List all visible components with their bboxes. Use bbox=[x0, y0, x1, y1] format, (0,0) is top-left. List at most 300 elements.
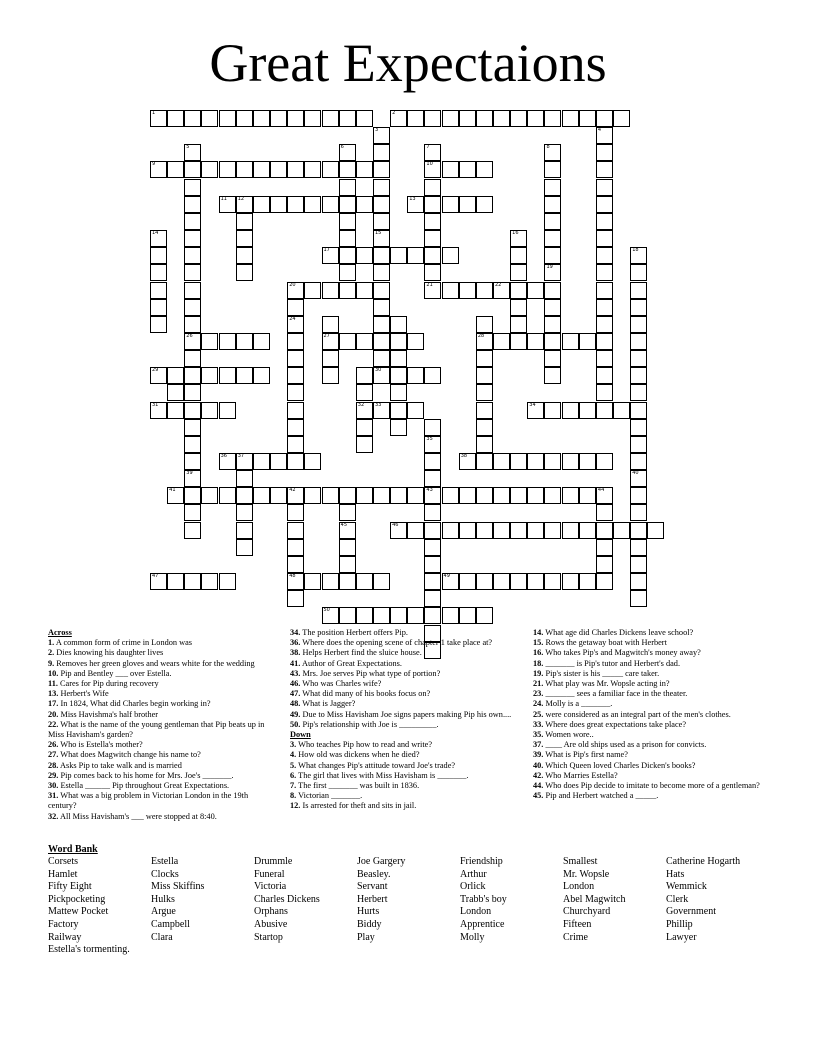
crossword-cell[interactable] bbox=[339, 213, 356, 230]
crossword-cell[interactable] bbox=[544, 402, 561, 419]
crossword-cell[interactable] bbox=[373, 282, 390, 299]
crossword-cell[interactable] bbox=[476, 384, 493, 401]
crossword-cell[interactable] bbox=[407, 196, 424, 213]
crossword-cell[interactable] bbox=[424, 590, 441, 607]
crossword-cell[interactable] bbox=[339, 556, 356, 573]
crossword-cell[interactable] bbox=[236, 230, 253, 247]
crossword-cell[interactable] bbox=[253, 333, 270, 350]
crossword-cell[interactable] bbox=[304, 487, 321, 504]
crossword-cell[interactable] bbox=[476, 316, 493, 333]
crossword-cell[interactable] bbox=[459, 607, 476, 624]
crossword-cell[interactable] bbox=[544, 453, 561, 470]
crossword-cell[interactable] bbox=[236, 522, 253, 539]
crossword-cell[interactable] bbox=[150, 573, 167, 590]
crossword-cell[interactable] bbox=[407, 110, 424, 127]
crossword-cell[interactable] bbox=[544, 522, 561, 539]
crossword-cell[interactable] bbox=[579, 402, 596, 419]
crossword-cell[interactable] bbox=[236, 161, 253, 178]
crossword-cell[interactable] bbox=[476, 419, 493, 436]
crossword-cell[interactable] bbox=[373, 316, 390, 333]
crossword-cell[interactable] bbox=[544, 487, 561, 504]
crossword-cell[interactable] bbox=[287, 436, 304, 453]
crossword-cell[interactable] bbox=[373, 127, 390, 144]
crossword-cell[interactable] bbox=[356, 333, 373, 350]
crossword-cell[interactable] bbox=[544, 264, 561, 281]
crossword-cell[interactable] bbox=[373, 179, 390, 196]
crossword-cell[interactable] bbox=[424, 470, 441, 487]
crossword-cell[interactable] bbox=[527, 110, 544, 127]
crossword-cell[interactable] bbox=[287, 161, 304, 178]
crossword-cell[interactable] bbox=[356, 419, 373, 436]
crossword-cell[interactable] bbox=[184, 384, 201, 401]
crossword-cell[interactable] bbox=[424, 213, 441, 230]
crossword-cell[interactable] bbox=[510, 299, 527, 316]
crossword-cell[interactable] bbox=[424, 453, 441, 470]
crossword-cell[interactable] bbox=[184, 522, 201, 539]
crossword-cell[interactable] bbox=[236, 110, 253, 127]
crossword-cell[interactable] bbox=[150, 299, 167, 316]
crossword-cell[interactable] bbox=[544, 161, 561, 178]
crossword-cell[interactable] bbox=[373, 333, 390, 350]
crossword-cell[interactable] bbox=[167, 384, 184, 401]
crossword-cell[interactable] bbox=[184, 350, 201, 367]
crossword-cell[interactable] bbox=[613, 522, 630, 539]
crossword-cell[interactable] bbox=[184, 419, 201, 436]
crossword-cell[interactable] bbox=[287, 367, 304, 384]
crossword-cell[interactable] bbox=[322, 196, 339, 213]
crossword-cell[interactable] bbox=[630, 504, 647, 521]
crossword-cell[interactable] bbox=[219, 453, 236, 470]
crossword-cell[interactable] bbox=[544, 179, 561, 196]
crossword-cell[interactable] bbox=[544, 367, 561, 384]
crossword-cell[interactable] bbox=[562, 453, 579, 470]
crossword-cell[interactable] bbox=[373, 299, 390, 316]
crossword-cell[interactable] bbox=[630, 436, 647, 453]
crossword-cell[interactable] bbox=[442, 196, 459, 213]
crossword-cell[interactable] bbox=[184, 402, 201, 419]
crossword-cell[interactable] bbox=[630, 573, 647, 590]
crossword-cell[interactable] bbox=[373, 230, 390, 247]
crossword-cell[interactable] bbox=[476, 402, 493, 419]
crossword-cell[interactable] bbox=[579, 573, 596, 590]
crossword-cell[interactable] bbox=[596, 110, 613, 127]
crossword-cell[interactable] bbox=[219, 110, 236, 127]
crossword-cell[interactable] bbox=[287, 350, 304, 367]
crossword-cell[interactable] bbox=[201, 573, 218, 590]
crossword-cell[interactable] bbox=[630, 522, 647, 539]
crossword-cell[interactable] bbox=[339, 282, 356, 299]
crossword-cell[interactable] bbox=[184, 333, 201, 350]
crossword-cell[interactable] bbox=[167, 367, 184, 384]
crossword-cell[interactable] bbox=[150, 367, 167, 384]
crossword-cell[interactable] bbox=[424, 522, 441, 539]
crossword-cell[interactable] bbox=[630, 384, 647, 401]
crossword-cell[interactable] bbox=[201, 487, 218, 504]
crossword-cell[interactable] bbox=[596, 522, 613, 539]
crossword-cell[interactable] bbox=[322, 573, 339, 590]
crossword-cell[interactable] bbox=[253, 367, 270, 384]
crossword-cell[interactable] bbox=[390, 487, 407, 504]
crossword-cell[interactable] bbox=[527, 333, 544, 350]
crossword-cell[interactable] bbox=[459, 453, 476, 470]
crossword-cell[interactable] bbox=[544, 316, 561, 333]
crossword-cell[interactable] bbox=[527, 573, 544, 590]
crossword-cell[interactable] bbox=[373, 487, 390, 504]
crossword-cell[interactable] bbox=[184, 299, 201, 316]
crossword-cell[interactable] bbox=[596, 453, 613, 470]
crossword-cell[interactable] bbox=[373, 573, 390, 590]
crossword-cell[interactable] bbox=[424, 161, 441, 178]
crossword-cell[interactable] bbox=[236, 539, 253, 556]
crossword-cell[interactable] bbox=[596, 573, 613, 590]
crossword-cell[interactable] bbox=[424, 539, 441, 556]
crossword-cell[interactable] bbox=[527, 453, 544, 470]
crossword-cell[interactable] bbox=[527, 487, 544, 504]
crossword-cell[interactable] bbox=[424, 144, 441, 161]
crossword-cell[interactable] bbox=[630, 453, 647, 470]
crossword-cell[interactable] bbox=[287, 282, 304, 299]
crossword-cell[interactable] bbox=[476, 110, 493, 127]
crossword-cell[interactable] bbox=[596, 333, 613, 350]
crossword-cell[interactable] bbox=[201, 333, 218, 350]
crossword-cell[interactable] bbox=[579, 110, 596, 127]
crossword-cell[interactable] bbox=[270, 110, 287, 127]
crossword-cell[interactable] bbox=[442, 247, 459, 264]
crossword-cell[interactable] bbox=[287, 196, 304, 213]
crossword-cell[interactable] bbox=[424, 573, 441, 590]
crossword-cell[interactable] bbox=[596, 264, 613, 281]
crossword-cell[interactable] bbox=[424, 196, 441, 213]
crossword-cell[interactable] bbox=[184, 247, 201, 264]
crossword-cell[interactable] bbox=[219, 333, 236, 350]
crossword-cell[interactable] bbox=[459, 522, 476, 539]
crossword-cell[interactable] bbox=[356, 367, 373, 384]
crossword-cell[interactable] bbox=[287, 402, 304, 419]
crossword-cell[interactable] bbox=[184, 161, 201, 178]
crossword-cell[interactable] bbox=[253, 453, 270, 470]
crossword-cell[interactable] bbox=[322, 333, 339, 350]
crossword-cell[interactable] bbox=[253, 196, 270, 213]
crossword-cell[interactable] bbox=[476, 522, 493, 539]
crossword-cell[interactable] bbox=[407, 607, 424, 624]
crossword-cell[interactable] bbox=[630, 247, 647, 264]
crossword-cell[interactable] bbox=[184, 367, 201, 384]
crossword-cell[interactable] bbox=[184, 144, 201, 161]
crossword-cell[interactable] bbox=[184, 110, 201, 127]
crossword-cell[interactable] bbox=[476, 436, 493, 453]
crossword-cell[interactable] bbox=[510, 247, 527, 264]
crossword-cell[interactable] bbox=[596, 367, 613, 384]
crossword-cell[interactable] bbox=[236, 367, 253, 384]
crossword-cell[interactable] bbox=[184, 316, 201, 333]
crossword-cell[interactable] bbox=[219, 573, 236, 590]
crossword-cell[interactable] bbox=[304, 573, 321, 590]
crossword-cell[interactable] bbox=[596, 299, 613, 316]
crossword-cell[interactable] bbox=[390, 333, 407, 350]
crossword-cell[interactable] bbox=[356, 573, 373, 590]
crossword-cell[interactable] bbox=[322, 350, 339, 367]
crossword-cell[interactable] bbox=[339, 504, 356, 521]
crossword-cell[interactable] bbox=[390, 522, 407, 539]
crossword-cell[interactable] bbox=[339, 522, 356, 539]
crossword-cell[interactable] bbox=[630, 367, 647, 384]
crossword-cell[interactable] bbox=[476, 196, 493, 213]
crossword-cell[interactable] bbox=[201, 161, 218, 178]
crossword-cell[interactable] bbox=[322, 282, 339, 299]
crossword-cell[interactable] bbox=[596, 196, 613, 213]
crossword-cell[interactable] bbox=[424, 419, 441, 436]
crossword-cell[interactable] bbox=[424, 487, 441, 504]
crossword-cell[interactable] bbox=[184, 230, 201, 247]
crossword-cell[interactable] bbox=[253, 110, 270, 127]
crossword-cell[interactable] bbox=[579, 333, 596, 350]
crossword-cell[interactable] bbox=[544, 144, 561, 161]
crossword-cell[interactable] bbox=[167, 161, 184, 178]
crossword-cell[interactable] bbox=[304, 196, 321, 213]
crossword-cell[interactable] bbox=[630, 264, 647, 281]
crossword-cell[interactable] bbox=[287, 384, 304, 401]
crossword-cell[interactable] bbox=[236, 453, 253, 470]
crossword-cell[interactable] bbox=[390, 350, 407, 367]
crossword-cell[interactable] bbox=[270, 487, 287, 504]
crossword-cell[interactable] bbox=[184, 573, 201, 590]
crossword-cell[interactable] bbox=[630, 350, 647, 367]
crossword-cell[interactable] bbox=[407, 487, 424, 504]
crossword-cell[interactable] bbox=[356, 487, 373, 504]
crossword-cell[interactable] bbox=[476, 487, 493, 504]
crossword-cell[interactable] bbox=[407, 367, 424, 384]
crossword-cell[interactable] bbox=[442, 522, 459, 539]
crossword-cell[interactable] bbox=[562, 333, 579, 350]
crossword-cell[interactable] bbox=[596, 213, 613, 230]
crossword-cell[interactable] bbox=[459, 196, 476, 213]
crossword-cell[interactable] bbox=[287, 333, 304, 350]
crossword-cell[interactable] bbox=[150, 247, 167, 264]
crossword-cell[interactable] bbox=[236, 504, 253, 521]
crossword-cell[interactable] bbox=[150, 110, 167, 127]
crossword-cell[interactable] bbox=[476, 333, 493, 350]
crossword-cell[interactable] bbox=[407, 402, 424, 419]
crossword-cell[interactable] bbox=[287, 299, 304, 316]
crossword-cell[interactable] bbox=[476, 161, 493, 178]
crossword-cell[interactable] bbox=[339, 607, 356, 624]
crossword-cell[interactable] bbox=[424, 556, 441, 573]
crossword-cell[interactable] bbox=[596, 282, 613, 299]
crossword-cell[interactable] bbox=[287, 419, 304, 436]
crossword-cell[interactable] bbox=[596, 504, 613, 521]
crossword-cell[interactable] bbox=[339, 110, 356, 127]
crossword-cell[interactable] bbox=[390, 419, 407, 436]
crossword-cell[interactable] bbox=[339, 144, 356, 161]
crossword-cell[interactable] bbox=[184, 179, 201, 196]
crossword-cell[interactable] bbox=[339, 333, 356, 350]
crossword-cell[interactable] bbox=[562, 110, 579, 127]
crossword-cell[interactable] bbox=[493, 487, 510, 504]
crossword-cell[interactable] bbox=[356, 161, 373, 178]
crossword-cell[interactable] bbox=[596, 161, 613, 178]
crossword-cell[interactable] bbox=[579, 487, 596, 504]
crossword-cell[interactable] bbox=[424, 367, 441, 384]
crossword-cell[interactable] bbox=[390, 110, 407, 127]
crossword-cell[interactable] bbox=[356, 110, 373, 127]
crossword-cell[interactable] bbox=[510, 333, 527, 350]
crossword-cell[interactable] bbox=[476, 573, 493, 590]
crossword-cell[interactable] bbox=[630, 419, 647, 436]
crossword-cell[interactable] bbox=[287, 539, 304, 556]
crossword-cell[interactable] bbox=[510, 487, 527, 504]
crossword-cell[interactable] bbox=[304, 161, 321, 178]
crossword-cell[interactable] bbox=[287, 522, 304, 539]
crossword-cell[interactable] bbox=[236, 264, 253, 281]
crossword-cell[interactable] bbox=[373, 350, 390, 367]
crossword-cell[interactable] bbox=[373, 402, 390, 419]
crossword-cell[interactable] bbox=[630, 333, 647, 350]
crossword-cell[interactable] bbox=[493, 453, 510, 470]
crossword-cell[interactable] bbox=[219, 367, 236, 384]
crossword-cell[interactable] bbox=[527, 522, 544, 539]
crossword-cell[interactable] bbox=[322, 110, 339, 127]
crossword-cell[interactable] bbox=[630, 590, 647, 607]
crossword-cell[interactable] bbox=[459, 487, 476, 504]
crossword-cell[interactable] bbox=[287, 316, 304, 333]
crossword-cell[interactable] bbox=[270, 196, 287, 213]
crossword-cell[interactable] bbox=[184, 264, 201, 281]
crossword-cell[interactable] bbox=[390, 367, 407, 384]
crossword-cell[interactable] bbox=[459, 573, 476, 590]
crossword-cell[interactable] bbox=[184, 504, 201, 521]
crossword-cell[interactable] bbox=[390, 316, 407, 333]
crossword-cell[interactable] bbox=[287, 556, 304, 573]
crossword-cell[interactable] bbox=[442, 161, 459, 178]
crossword-cell[interactable] bbox=[544, 213, 561, 230]
crossword-cell[interactable] bbox=[544, 333, 561, 350]
crossword-cell[interactable] bbox=[424, 110, 441, 127]
crossword-cell[interactable] bbox=[442, 607, 459, 624]
crossword-cell[interactable] bbox=[544, 110, 561, 127]
crossword-cell[interactable] bbox=[562, 573, 579, 590]
crossword-cell[interactable] bbox=[596, 556, 613, 573]
crossword-cell[interactable] bbox=[150, 161, 167, 178]
crossword-cell[interactable] bbox=[236, 196, 253, 213]
crossword-cell[interactable] bbox=[304, 282, 321, 299]
crossword-cell[interactable] bbox=[322, 161, 339, 178]
crossword-cell[interactable] bbox=[562, 402, 579, 419]
crossword-cell[interactable] bbox=[442, 110, 459, 127]
crossword-cell[interactable] bbox=[407, 247, 424, 264]
crossword-cell[interactable] bbox=[236, 487, 253, 504]
crossword-cell[interactable] bbox=[373, 367, 390, 384]
crossword-cell[interactable] bbox=[562, 522, 579, 539]
crossword-cell[interactable] bbox=[647, 522, 664, 539]
crossword-cell[interactable] bbox=[630, 556, 647, 573]
crossword-cell[interactable] bbox=[287, 453, 304, 470]
crossword-cell[interactable] bbox=[356, 402, 373, 419]
crossword-cell[interactable] bbox=[373, 161, 390, 178]
crossword-cell[interactable] bbox=[562, 487, 579, 504]
crossword-cell[interactable] bbox=[476, 282, 493, 299]
crossword-cell[interactable] bbox=[167, 573, 184, 590]
crossword-cell[interactable] bbox=[579, 453, 596, 470]
crossword-cell[interactable] bbox=[596, 350, 613, 367]
crossword-cell[interactable] bbox=[544, 573, 561, 590]
crossword-cell[interactable] bbox=[613, 110, 630, 127]
crossword-cell[interactable] bbox=[613, 402, 630, 419]
crossword-cell[interactable] bbox=[373, 144, 390, 161]
crossword-cell[interactable] bbox=[390, 607, 407, 624]
crossword-cell[interactable] bbox=[493, 333, 510, 350]
crossword-cell[interactable] bbox=[442, 487, 459, 504]
crossword-cell[interactable] bbox=[596, 230, 613, 247]
crossword-cell[interactable] bbox=[201, 367, 218, 384]
crossword-cell[interactable] bbox=[219, 196, 236, 213]
crossword-cell[interactable] bbox=[184, 470, 201, 487]
crossword-cell[interactable] bbox=[287, 573, 304, 590]
crossword-cell[interactable] bbox=[596, 127, 613, 144]
crossword-cell[interactable] bbox=[322, 247, 339, 264]
crossword-cell[interactable] bbox=[510, 110, 527, 127]
crossword-cell[interactable] bbox=[424, 247, 441, 264]
crossword-cell[interactable] bbox=[236, 470, 253, 487]
crossword-cell[interactable] bbox=[390, 247, 407, 264]
crossword-cell[interactable] bbox=[184, 282, 201, 299]
crossword-cell[interactable] bbox=[253, 161, 270, 178]
crossword-cell[interactable] bbox=[373, 196, 390, 213]
crossword-cell[interactable] bbox=[339, 539, 356, 556]
crossword-cell[interactable] bbox=[356, 196, 373, 213]
crossword-cell[interactable] bbox=[287, 504, 304, 521]
crossword-cell[interactable] bbox=[544, 196, 561, 213]
crossword-cell[interactable] bbox=[184, 487, 201, 504]
crossword-cell[interactable] bbox=[596, 539, 613, 556]
crossword-cell[interactable] bbox=[253, 487, 270, 504]
crossword-cell[interactable] bbox=[510, 264, 527, 281]
crossword-cell[interactable] bbox=[287, 110, 304, 127]
crossword-cell[interactable] bbox=[510, 282, 527, 299]
crossword-cell[interactable] bbox=[356, 607, 373, 624]
crossword-cell[interactable] bbox=[339, 573, 356, 590]
crossword-cell[interactable] bbox=[373, 264, 390, 281]
crossword-cell[interactable] bbox=[150, 264, 167, 281]
crossword-cell[interactable] bbox=[150, 230, 167, 247]
crossword-cell[interactable] bbox=[493, 110, 510, 127]
crossword-cell[interactable] bbox=[322, 607, 339, 624]
crossword-cell[interactable] bbox=[527, 402, 544, 419]
crossword-cell[interactable] bbox=[236, 213, 253, 230]
crossword-cell[interactable] bbox=[424, 504, 441, 521]
crossword-cell[interactable] bbox=[184, 213, 201, 230]
crossword-cell[interactable] bbox=[630, 402, 647, 419]
crossword-cell[interactable] bbox=[424, 282, 441, 299]
crossword-cell[interactable] bbox=[476, 607, 493, 624]
crossword-cell[interactable] bbox=[596, 384, 613, 401]
crossword-cell[interactable] bbox=[424, 264, 441, 281]
crossword-cell[interactable] bbox=[373, 213, 390, 230]
crossword-cell[interactable] bbox=[596, 402, 613, 419]
crossword-cell[interactable] bbox=[544, 299, 561, 316]
crossword-cell[interactable] bbox=[167, 487, 184, 504]
crossword-cell[interactable] bbox=[356, 384, 373, 401]
crossword-cell[interactable] bbox=[219, 161, 236, 178]
crossword-cell[interactable] bbox=[201, 110, 218, 127]
crossword-cell[interactable] bbox=[596, 179, 613, 196]
crossword-cell[interactable] bbox=[150, 282, 167, 299]
crossword-cell[interactable] bbox=[201, 402, 218, 419]
crossword-cell[interactable] bbox=[287, 590, 304, 607]
crossword-cell[interactable] bbox=[390, 384, 407, 401]
crossword-cell[interactable] bbox=[184, 196, 201, 213]
crossword-cell[interactable] bbox=[356, 282, 373, 299]
crossword-cell[interactable] bbox=[510, 230, 527, 247]
